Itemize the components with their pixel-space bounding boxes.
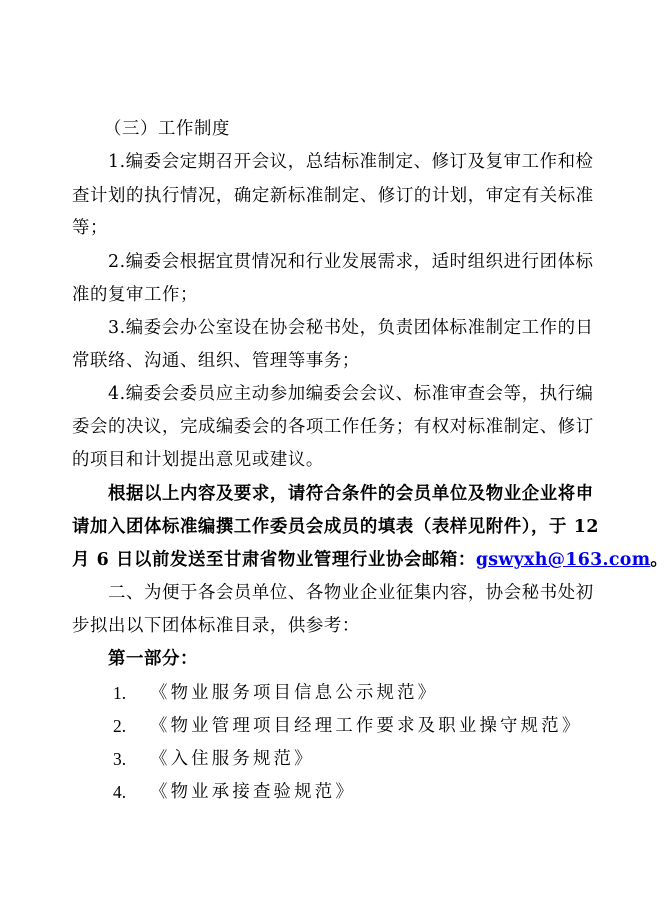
item-4-line-2: 委会的决议，完成编委会的各项工作任务；有权对标准制定、修订 — [72, 417, 594, 437]
item-4-line-1: 4.编委会委员应主动参加编委会会议、标准审查会等，执行编 — [108, 384, 594, 404]
item-1-line-2: 查计划的执行情况，确定新标准制定、修订的计划，审定有关标准 — [72, 186, 594, 206]
part-one-heading: 第一部分： — [108, 649, 198, 669]
item-1-line-3: 等； — [72, 218, 108, 238]
section-two-line-1: 二、为便于各会员单位、各物业企业征集内容，协会秘书处初 — [108, 583, 594, 603]
list-item-title: 《入住服务规范》 — [150, 749, 315, 769]
item-2-line-1: 2.编委会根据宜贯情况和行业发展需求，适时组织进行团体标 — [108, 252, 594, 272]
notice-line-3-end: 。 — [650, 550, 668, 570]
section-heading: （三）工作制度 — [104, 119, 230, 139]
item-2-line-2: 准的复审工作； — [72, 285, 198, 305]
section-two-line-2: 步拟出以下团体标准目录，供参考： — [72, 616, 360, 636]
item-3-line-2: 常联络、沟通、组织、管理等事务； — [72, 351, 360, 371]
list-item-number: 3. — [113, 749, 127, 769]
item-4-line-3: 的项目和计划提出意见或建议。 — [72, 450, 324, 470]
notice-line-3-text: 月 6 日以前发送至甘肃省物业管理行业协会邮箱： — [72, 550, 476, 570]
item-1-line-1: 1.编委会定期召开会议，总结标准制定、修订及复审工作和检 — [108, 152, 594, 172]
list-item-title: 《物业承接查验规范》 — [150, 782, 356, 802]
list-item-number: 2. — [113, 716, 127, 736]
notice-line-3 — [72, 549, 668, 571]
email-link[interactable]: gswyxh@163.com — [475, 550, 651, 570]
list-item-title: 《物业管理项目经理工作要求及职业操守规范》 — [150, 716, 583, 736]
item-3-line-1: 3.编委会办公室设在协会秘书处，负责团体标准制定工作的日 — [108, 318, 594, 338]
notice-line-2: 请加入团体标准编撰工作委员会成员的填表（表样见附件），于 12 — [72, 517, 600, 537]
list-item-number: 1. — [113, 683, 127, 703]
list-item-title: 《物业服务项目信息公示规范》 — [150, 683, 439, 703]
notice-line-1: 根据以上内容及要求，请符合条件的会员单位及物业企业将申 — [108, 484, 594, 504]
list-item-number: 4. — [113, 782, 127, 802]
